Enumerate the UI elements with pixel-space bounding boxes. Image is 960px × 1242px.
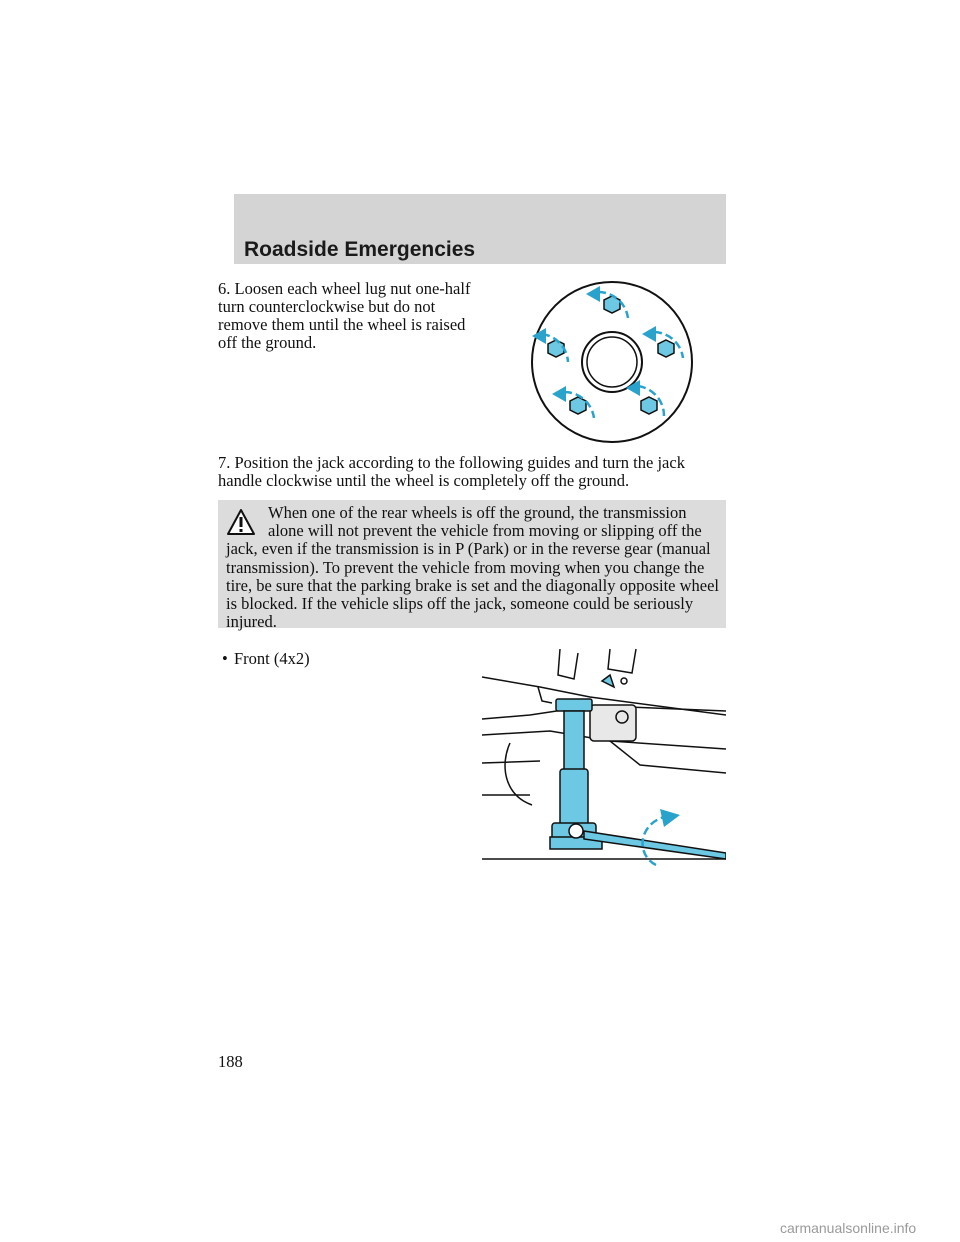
warning-text: When one of the rear wheels is off the ground, the transmission alone will not prevent the vehicle from moving or slipping off the jack, even if the transmission is in P (Park) or in the reverse gear (manual transmission). To prevent the vehicle from moving when you change the tire, be sure that the parking brake is set and the diagonally opposite wheel is blocked. If the vehicle slips off the jack, someone could be seriously injured. bbox=[226, 503, 720, 632]
step-6-text: 6. Loosen each wheel lug nut one-half turn counterclockwise but do not remove them until the wheel is raised off the ground. bbox=[218, 279, 471, 352]
step-7-text: 7. Position the jack according to the following guides and turn the jack handle clockwise until the wheel is completely off the ground. bbox=[218, 453, 685, 490]
vehicle-frame bbox=[482, 649, 726, 859]
bullet-label: Front (4x2) bbox=[234, 649, 310, 668]
wheel-hub-inner bbox=[587, 337, 637, 387]
watermark: carmanualsonline.info bbox=[780, 1220, 917, 1236]
wheel-lug-nut-icon bbox=[528, 278, 696, 446]
section-title: Roadside Emergencies bbox=[244, 238, 476, 261]
bullet-marker: • bbox=[222, 649, 228, 668]
bullet-item bbox=[222, 650, 310, 668]
section-header bbox=[234, 194, 726, 264]
warning-box bbox=[218, 500, 726, 632]
jack-position-icon bbox=[480, 645, 726, 867]
jack-handle bbox=[584, 831, 726, 859]
page-number: 188 bbox=[218, 1052, 243, 1071]
rotation-arrowhead bbox=[660, 809, 680, 827]
